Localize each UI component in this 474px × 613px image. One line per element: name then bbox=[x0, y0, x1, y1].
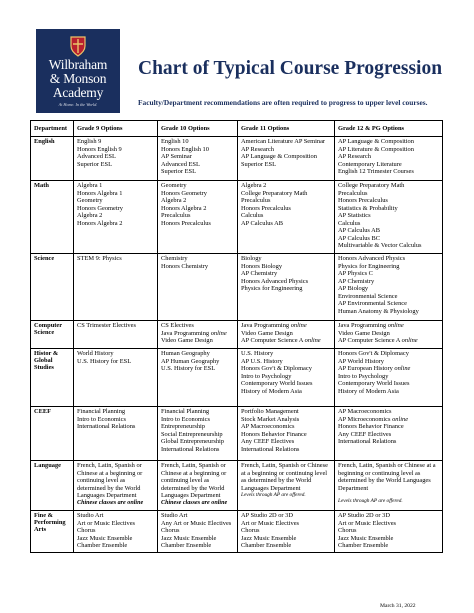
cell-ceef-g12 bbox=[335, 407, 443, 461]
course-item: Entrepreneurship bbox=[161, 423, 206, 431]
course-item: AP Seminar bbox=[161, 153, 192, 161]
dept-english: English bbox=[31, 137, 74, 181]
language-text: French, Latin, Spanish or Chinese at a beginning or continuing level as determined by the World Languages Department bbox=[77, 462, 143, 500]
cell-english-g12 bbox=[335, 137, 443, 181]
online-tag: online bbox=[290, 322, 307, 329]
cell-math-g11 bbox=[238, 181, 335, 254]
course-item: Statistics & Probability bbox=[338, 204, 398, 212]
course-item: Physics for Engineering bbox=[241, 285, 303, 293]
course-item: Chamber Ensemble bbox=[161, 542, 212, 550]
course-item: Algebra 2 bbox=[161, 197, 187, 205]
course-item: College Preparatory Math bbox=[241, 189, 308, 197]
online-tag: online bbox=[401, 337, 418, 345]
course-item: Chamber Ensemble bbox=[77, 542, 128, 550]
course-item: Algebra 1 bbox=[77, 182, 103, 189]
course-item: Jazz Music Ensemble bbox=[241, 534, 297, 542]
course-item: Honors English 10 bbox=[161, 145, 209, 153]
course-name: AP Computer Science A bbox=[338, 337, 402, 345]
course-item: Honors Precalculus bbox=[338, 197, 388, 205]
course-item: Physics for Engineering bbox=[338, 262, 400, 270]
course-item: Intro to Economics bbox=[77, 415, 126, 423]
course-item: Intro to Economics bbox=[161, 415, 210, 423]
cell-math-g9 bbox=[74, 181, 158, 254]
course-name: Java Programming bbox=[161, 329, 211, 337]
cell-cs-g11 bbox=[238, 321, 335, 349]
course-item: Jazz Music Ensemble bbox=[161, 534, 217, 542]
course-name: Java Programming bbox=[241, 322, 291, 329]
course-item: AP Statistics bbox=[338, 212, 371, 220]
course-item: Geometry bbox=[77, 197, 103, 205]
course-item bbox=[161, 330, 235, 338]
table-row-math bbox=[31, 181, 443, 254]
course-item: AP Literature & Composition bbox=[338, 145, 414, 153]
course-item: Calculus bbox=[241, 212, 264, 220]
course-item: History of Modern Asia bbox=[338, 387, 399, 395]
language-text: French, Latin, Spanish or Chinese at a beginning or continuing level as determined by the World Languages Department bbox=[161, 462, 227, 500]
course-item: Chamber Ensemble bbox=[338, 542, 389, 550]
course-item: Stock Market Analysis bbox=[241, 415, 300, 423]
course-item: International Relations bbox=[338, 438, 397, 446]
course-item: Environmental Science bbox=[338, 292, 398, 300]
course-item: Chemistry bbox=[161, 255, 188, 262]
course-item: Chorus bbox=[241, 527, 260, 535]
course-item: International Relations bbox=[77, 423, 136, 431]
online-tag: online bbox=[394, 365, 411, 373]
course-item: Honors Chemistry bbox=[161, 262, 209, 270]
cell-ceef-g9 bbox=[74, 407, 158, 461]
course-item: Honors Gov't & Diplomacy bbox=[241, 365, 312, 373]
cell-history-g9 bbox=[74, 349, 158, 407]
cell-arts-g11 bbox=[238, 511, 335, 553]
cell-english-g10 bbox=[158, 137, 238, 181]
online-tag: online bbox=[392, 415, 409, 423]
course-item: Any CEEF Electives bbox=[241, 438, 295, 446]
course-item: U.S. History for ESL bbox=[161, 365, 216, 373]
table-row-language bbox=[31, 461, 443, 511]
course-item: AP Language & Composition bbox=[338, 138, 414, 145]
course-item: Chorus bbox=[338, 527, 357, 535]
dept-science: Science bbox=[31, 254, 74, 321]
course-item: Honors Precalculus bbox=[241, 204, 291, 212]
course-item: AP Calculus AB bbox=[241, 219, 284, 227]
dept-history bbox=[31, 349, 74, 407]
logo-line-1: Wilbraham bbox=[48, 57, 108, 72]
dept-math: Math bbox=[31, 181, 74, 254]
course-item: English 10 bbox=[161, 138, 189, 145]
course-name: AP Computer Science A bbox=[241, 337, 305, 345]
course-item: Jazz Music Ensemble bbox=[77, 534, 133, 542]
course-item: U.S. History for ESL bbox=[77, 357, 132, 365]
course-item: English 12 Trimester Courses bbox=[338, 168, 414, 176]
course-item: Social Entrepreneurship bbox=[161, 430, 223, 438]
dept-label-line: Arts bbox=[34, 526, 47, 534]
course-item: Honors Behavior Finance bbox=[241, 430, 307, 438]
course-item: Art or Music Electives bbox=[241, 519, 300, 527]
course-item: World History bbox=[77, 350, 114, 357]
header-grade-10: Grade 10 Options bbox=[158, 121, 238, 137]
header-department: Department bbox=[31, 121, 74, 137]
course-item: AP Studio 2D or 3D bbox=[241, 512, 293, 519]
online-tag: online bbox=[387, 322, 404, 329]
course-item: AP Environmental Science bbox=[338, 300, 407, 308]
course-item: AP Chemistry bbox=[338, 277, 375, 285]
course-item: Advanced ESL bbox=[161, 160, 200, 168]
course-item: Advanced ESL bbox=[77, 153, 116, 161]
cell-science-g12 bbox=[335, 254, 443, 321]
course-item: Precalculus bbox=[338, 189, 368, 197]
course-item: College Preparatory Math bbox=[338, 182, 405, 189]
cell-history-g12 bbox=[335, 349, 443, 407]
page-title: Chart of Typical Course Progression bbox=[138, 58, 443, 79]
course-item: AP Physics C bbox=[338, 270, 373, 278]
course-item: Video Game Design bbox=[338, 329, 390, 337]
dept-label-line: Global bbox=[34, 357, 53, 365]
course-progression-table bbox=[30, 120, 443, 553]
table-row-arts bbox=[31, 511, 443, 553]
course-item: Video Game Design bbox=[161, 337, 213, 345]
table-row-ceef bbox=[31, 407, 443, 461]
course-item: Honors Algebra 1 bbox=[77, 189, 123, 197]
table-row-science bbox=[31, 254, 443, 321]
course-name: Java Programming bbox=[338, 322, 388, 329]
table-row-english bbox=[31, 137, 443, 181]
table-header-row bbox=[31, 121, 443, 137]
course-item: AP World History bbox=[338, 357, 384, 365]
course-item: AP U.S. History bbox=[241, 357, 283, 365]
cell-arts-g10 bbox=[158, 511, 238, 553]
header-grade-11: Grade 11 Options bbox=[238, 121, 335, 137]
course-item: CS Trimester Electives bbox=[77, 322, 136, 329]
course-item: Global Entrepreneurship bbox=[161, 438, 224, 446]
cell-science-g11 bbox=[238, 254, 335, 321]
course-item: Honors Advanced Physics bbox=[338, 255, 406, 262]
course-item: Precalculus bbox=[161, 212, 191, 220]
dept-language: Language bbox=[31, 461, 74, 511]
course-item: AP Calculus BC bbox=[338, 234, 381, 242]
cell-arts-g12 bbox=[335, 511, 443, 553]
course-item: AP Studio 2D or 3D bbox=[338, 512, 390, 519]
language-note: Chinese classes are online bbox=[77, 499, 144, 506]
cell-science-g9 bbox=[74, 254, 158, 321]
course-item: AP Biology bbox=[338, 285, 369, 293]
course-item: Human Anatomy & Physiology bbox=[338, 307, 419, 315]
course-item: STEM 9: Physics bbox=[77, 255, 122, 262]
course-item: International Relations bbox=[161, 445, 220, 453]
logo-tagline: At Home. In the World. bbox=[58, 102, 98, 107]
academy-logo bbox=[36, 29, 120, 113]
dept-label-line: Computer bbox=[34, 322, 63, 329]
course-item: Calculus bbox=[338, 219, 361, 227]
course-item: AP Research bbox=[241, 145, 274, 153]
course-item: Studio Art bbox=[77, 512, 104, 519]
course-item: U.S. History bbox=[241, 350, 274, 357]
cell-math-g10 bbox=[158, 181, 238, 254]
course-item: Geometry bbox=[161, 182, 187, 189]
cell-ceef-g10 bbox=[158, 407, 238, 461]
course-item: AP Calculus AB bbox=[338, 227, 381, 235]
course-item: Art or Music Electives bbox=[77, 519, 136, 527]
crest-icon bbox=[69, 35, 87, 57]
dept-ceef: CEEF bbox=[31, 407, 74, 461]
course-item: Contemporary World Issues bbox=[241, 380, 313, 388]
cell-science-g10 bbox=[158, 254, 238, 321]
course-item: Honors Gov't & Diplomacy bbox=[338, 350, 409, 357]
online-tag: online bbox=[304, 337, 321, 345]
course-item: Honors Geometry bbox=[77, 204, 123, 212]
cell-cs-g10 bbox=[158, 321, 238, 349]
dept-label-line: Studies bbox=[34, 364, 54, 372]
course-item: Algebra 2 bbox=[241, 182, 267, 189]
dept-computer-science bbox=[31, 321, 74, 349]
cell-history-g10 bbox=[158, 349, 238, 407]
course-item: English 9 bbox=[77, 138, 102, 145]
course-item bbox=[338, 416, 440, 424]
course-item: Jazz Music Ensemble bbox=[338, 534, 394, 542]
language-text: French, Latin, Spanish or Chinese at a beginning or continuing level as determined by the World Languages Department bbox=[241, 462, 328, 492]
language-note: Chinese classes are online bbox=[161, 499, 228, 506]
cell-language-g10 bbox=[158, 461, 238, 511]
course-item: Human Geography bbox=[161, 350, 210, 357]
course-item: Studio Art bbox=[161, 512, 188, 519]
course-name: AP European History bbox=[338, 365, 395, 373]
course-item: AP Macroeconomics bbox=[241, 423, 295, 431]
dept-label-line: Fine & bbox=[34, 512, 53, 519]
footer-date: March 31, 2022 bbox=[380, 603, 416, 609]
course-item: Any Art or Music Electives bbox=[161, 519, 232, 527]
course-item: AP Research bbox=[338, 153, 371, 161]
cell-english-g9 bbox=[74, 137, 158, 181]
course-item: Honors Biology bbox=[241, 262, 283, 270]
language-note: Levels through AP are offered. bbox=[241, 492, 306, 499]
dept-label-line: Performing bbox=[34, 519, 66, 527]
cell-cs-g9 bbox=[74, 321, 158, 349]
course-item: Honors Advanced Physics bbox=[241, 277, 309, 285]
course-item: AP Human Geography bbox=[161, 357, 220, 365]
course-item: Chamber Ensemble bbox=[241, 542, 292, 550]
online-tag: online bbox=[210, 329, 227, 337]
course-item: Chorus bbox=[161, 527, 180, 535]
cell-language-g12 bbox=[335, 461, 443, 511]
course-item: Superior ESL bbox=[241, 160, 276, 168]
cell-language-g11 bbox=[238, 461, 335, 511]
page-subtitle: Faculty/Department recommendations are often required to progress to upper level courses. bbox=[138, 98, 428, 107]
course-item: International Relations bbox=[241, 445, 300, 453]
course-item: Intro to Psychology bbox=[338, 372, 389, 380]
cell-language-g9 bbox=[74, 461, 158, 511]
cell-arts-g9 bbox=[74, 511, 158, 553]
course-item: Superior ESL bbox=[77, 160, 112, 168]
course-name: AP Microeconomics bbox=[338, 415, 393, 423]
course-item: AP Macroeconomics bbox=[338, 408, 392, 415]
table-row-history bbox=[31, 349, 443, 407]
course-item bbox=[338, 337, 440, 345]
course-item: Financial Planning bbox=[161, 408, 210, 415]
course-item: Contemporary World Issues bbox=[338, 380, 410, 388]
course-item: Honors Behavior Finance bbox=[338, 423, 404, 431]
course-item bbox=[241, 322, 332, 330]
course-item: Contemporary Literature bbox=[338, 160, 402, 168]
course-item: Biology bbox=[241, 255, 262, 262]
course-item: Multivariable & Vector Calculus bbox=[338, 242, 422, 250]
course-item: Honors Geometry bbox=[161, 189, 207, 197]
header-grade-9: Grade 9 Options bbox=[74, 121, 158, 137]
course-item: Financial Planning bbox=[77, 408, 126, 415]
cell-math-g12 bbox=[335, 181, 443, 254]
course-item bbox=[241, 337, 332, 345]
course-item: Precalculus bbox=[241, 197, 271, 205]
course-item: Superior ESL bbox=[161, 168, 196, 176]
cell-history-g11 bbox=[238, 349, 335, 407]
course-item: Honors Algebra 2 bbox=[161, 204, 207, 212]
dept-arts bbox=[31, 511, 74, 553]
course-item: CS Electives bbox=[161, 322, 194, 329]
course-item: Honors English 9 bbox=[77, 145, 122, 153]
course-item: Chorus bbox=[77, 527, 96, 535]
course-item: Algebra 2 bbox=[77, 212, 103, 220]
course-item: Honors Precalculus bbox=[161, 219, 211, 227]
course-item: American Literature AP Seminar bbox=[241, 138, 326, 145]
dept-label-line: Science bbox=[34, 329, 55, 337]
cell-english-g11 bbox=[238, 137, 335, 181]
course-item: History of Modern Asia bbox=[241, 387, 302, 395]
course-item: AP Language & Composition bbox=[241, 153, 317, 161]
language-text: French, Latin, Spanish or Chinese at a beginning or continuing level as determined by the World Languages Department bbox=[338, 462, 436, 492]
header-grade-12: Grade 12 & PG Options bbox=[335, 121, 443, 137]
course-item: Any CEEF Electives bbox=[338, 430, 392, 438]
course-item: Art or Music Electives bbox=[338, 519, 397, 527]
table-row-computer-science bbox=[31, 321, 443, 349]
course-item: Honors Algebra 2 bbox=[77, 219, 123, 227]
dept-label-line: Histor & bbox=[34, 350, 59, 357]
logo-line-2: & Monson bbox=[49, 71, 107, 86]
language-note: Levels through AP are offered. bbox=[338, 498, 403, 505]
cell-cs-g12 bbox=[335, 321, 443, 349]
course-item: AP Chemistry bbox=[241, 270, 278, 278]
course-item bbox=[338, 322, 440, 330]
course-item: Portfolio Management bbox=[241, 408, 299, 415]
logo-line-3: Academy bbox=[52, 85, 104, 100]
course-item: Intro to Psychology bbox=[241, 372, 292, 380]
course-item bbox=[338, 365, 440, 373]
course-item: Video Game Design bbox=[241, 329, 293, 337]
cell-ceef-g11 bbox=[238, 407, 335, 461]
